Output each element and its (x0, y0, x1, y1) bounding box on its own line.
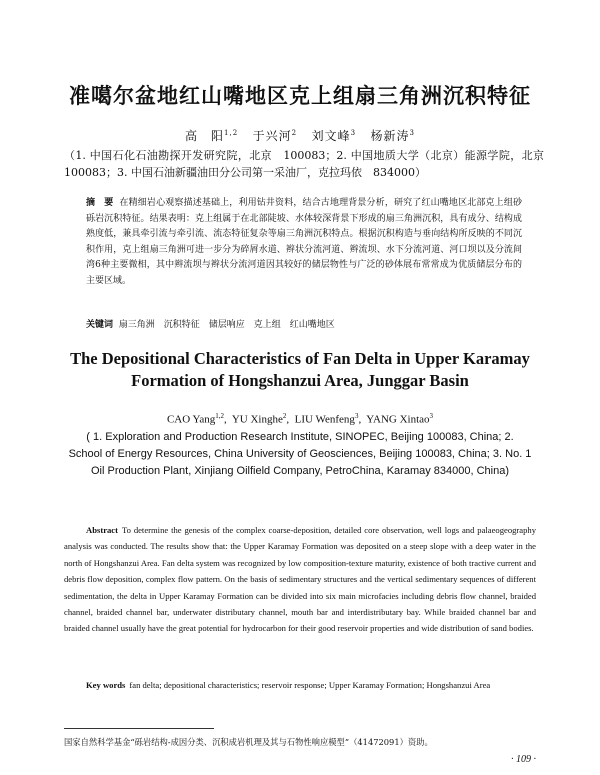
english-abstract-label: Abstract (86, 525, 118, 535)
chinese-author: 杨新涛 (370, 129, 410, 143)
english-abstract (64, 522, 536, 637)
footnote-divider (64, 728, 214, 729)
author-affiliation-mark: 2 (282, 412, 287, 420)
page-number: · 109 · (511, 754, 536, 765)
chinese-affiliation: （1. 中国石化石油勘探开发研究院，北京 100083；2. 中国地质大学（北京）能源学院，北京 100083；3. 中国石油新疆油田分公司第一采油厂，克拉玛依 834000） (64, 149, 555, 179)
author-affiliation-mark: 3 (409, 129, 415, 137)
english-author: LIU Wenfeng (294, 413, 355, 426)
chinese-title: 准噶尔盆地红山嘴地区克上组扇三角洲沉积特征 (69, 83, 531, 108)
funding-footnote: 国家自然科学基金“砾岩结构-成因分类、沉积成岩机理及其与石物性响应模型”（41472091）资助。 (64, 737, 433, 747)
author-affiliation-mark: 1,2 (215, 412, 224, 420)
chinese-keywords-label: 关键词 (86, 320, 114, 330)
chinese-keywords (86, 318, 522, 332)
chinese-keywords-text: 扇三角洲 沉积特征 储层响应 克上组 红山嘴地区 (118, 320, 335, 330)
chinese-author: 于兴河 (252, 129, 292, 143)
english-keywords (64, 678, 536, 693)
chinese-author-list (40, 127, 560, 144)
english-author: CAO Yang (166, 413, 216, 426)
author-affiliation-mark: 2 (291, 129, 298, 137)
english-author-list: CAO Yang$^{1,2}$, YU Xinghe$^2$, LIU Wenfeng$^3$, YANG Xintao$^3$ (166, 412, 434, 426)
english-keywords-label: Key words (86, 680, 126, 690)
author-affiliation-mark: 3 (350, 129, 357, 137)
english-affiliation: ( 1. Exploration and Production Research Institute, SINOPEC, Beijing 100083, China; 2. School of Energy Resources, China University of Geosciences, Beijing 100083, China; 3. No. 1 Oil Production Plant, Xinjiang Oilfield Company, PetroChina, Karamay 834000, China) (68, 431, 532, 478)
author-affiliation-mark: 1,2 (224, 129, 239, 137)
english-title-line: The Depositional Characteristics of Fan Delta in Upper Karamay (70, 349, 530, 368)
author-affiliation-mark: 3 (354, 412, 359, 420)
english-author: YU Xinghe (231, 413, 283, 426)
chinese-author: 高 阳 (185, 129, 225, 143)
english-abstract-text: To determine the genesis of the complex coarse-deposition, detailed core observation, well logs and palaeogeography analysis was conducted. The results show that: the Upper Karamay Formation was deposited on a steep slope with a deep water in the north of Hongshanzui Area. Fan delta system was recognized by low composition-texture maturity, existence of both tractive current and debris flow deposition, complex flow pattern. On the basis of sedimentary structures and the vertical sedimentary sequences of different sedimentation, the delta in Upper Karamay Formation can be divided into six main microfacies including debris flow channel, braided channel, braided channel bar, underwater distributary channel, mouth bar and interdistributary bay. While braided channel bar and braided channel usually have the great potential for hydrocarbon for their good reservoir properties and wide distribution of sand bodies. (64, 525, 536, 634)
english-author: YANG Xintao (366, 413, 430, 426)
english-keywords-text: fan delta; depositional characteristics; reservoir response; Upper Karamay Formation; Hongshanzui Area (129, 680, 491, 690)
chinese-abstract-text: 在精细岩心观察描述基础上，利用钻井资料，结合古地理背景分析，研究了红山嘴地区北部克上组砂砾岩沉积特征。结果表明：克上组属于在北部陡坡、水体较深背景下形成的扇三角洲沉积，具有成分、结构成熟度低，兼具牵引流与牵引流、流态特征复杂等扇三角洲沉积特点。根据沉积构造与垂向结构所反映的不同沉积作用，克上组扇三角洲可进一步分为碎屑水道、辫状分流河道、辫流坝、水下分流河道、河口坝以及分流间湾6种主要微相，其中辫流坝与辫状分流河道因其较好的储层物性与广泛的砂体展布常常成为优质储层分布的主要区域。 (86, 198, 522, 286)
author-affiliation-mark: 3 (429, 412, 434, 420)
english-title-line: Formation of Hongshanzui Area, Junggar Basin (131, 371, 469, 390)
chinese-abstract (86, 196, 522, 290)
chinese-abstract-label: 摘 要 (86, 198, 114, 208)
english-title (40, 348, 560, 392)
chinese-author: 刘文峰 (311, 129, 351, 143)
